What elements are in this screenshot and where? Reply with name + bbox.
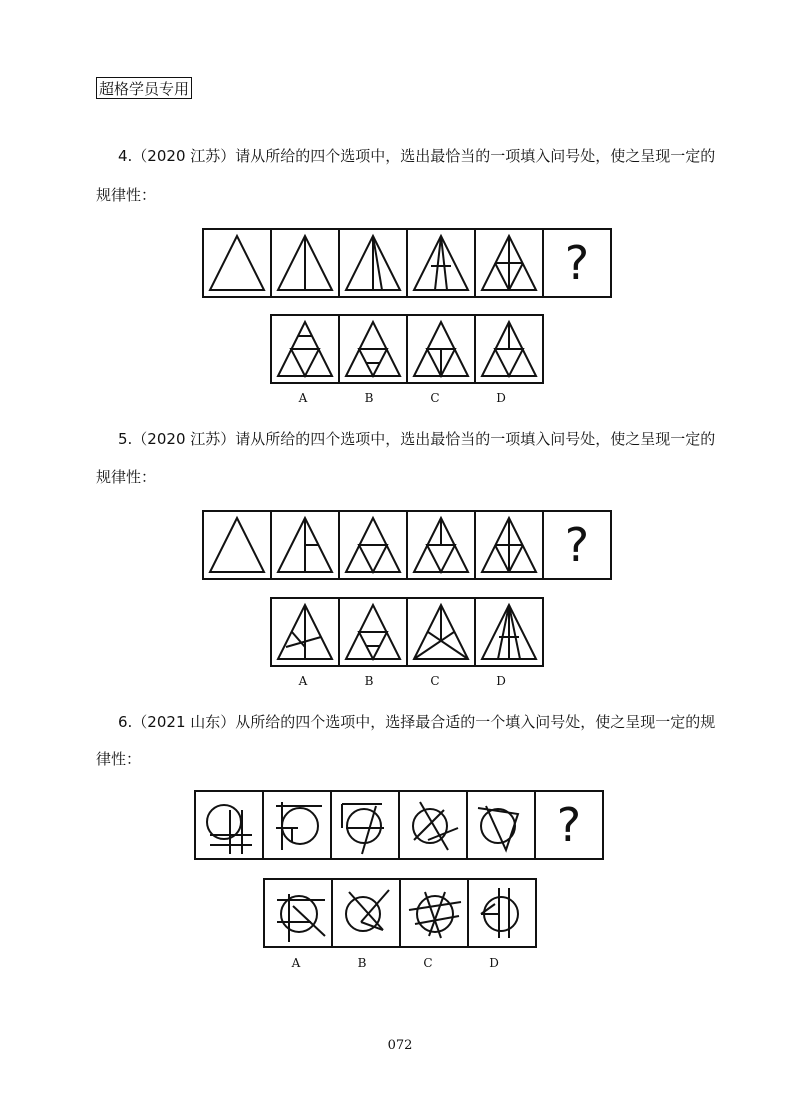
q5-stem-figure-1 [202,510,272,580]
q4-question-mark: ? [542,228,612,298]
q4-option-d-figure[interactable] [474,314,544,384]
question-5-options-row [270,597,544,667]
question-5-stem-row [202,510,612,580]
q5-option-d-figure[interactable] [474,597,544,667]
q6-option-a-label[interactable]: A [291,956,301,970]
q5-option-a-figure[interactable] [270,597,340,667]
q6-stem-figure-2 [262,790,332,860]
q4-option-d-label[interactable]: D [496,391,506,405]
question-5-text-line1: 5.（2020 江苏）请从所给的四个选项中，选出最恰当的一项填入问号处，使之呈现一定的 [118,430,716,448]
q4-stem-figure-2 [270,228,340,298]
q6-stem-figure-5 [466,790,536,860]
q6-option-d-figure[interactable] [467,878,537,948]
question-6-text-line1: 6.（2021 山东）从所给的四个选项中，选择最合适的一个填入问号处，使之呈现一定的规 [118,713,716,731]
q6-stem-figure-4 [398,790,468,860]
q4-option-c-figure[interactable] [406,314,476,384]
q5-option-c-figure[interactable] [406,597,476,667]
question-5-text-line2: 规律性： [96,468,157,486]
question-4-options-row [270,314,544,384]
q5-option-c-label[interactable]: C [430,674,440,688]
q5-question-mark: ? [542,510,612,580]
question-6-option-labels [263,956,527,970]
q4-option-a-label[interactable]: A [298,391,308,405]
q5-stem-figure-2 [270,510,340,580]
q6-question-mark: ? [534,790,604,860]
q6-option-a-figure[interactable] [263,878,333,948]
q6-option-b-figure[interactable] [331,878,401,948]
q4-option-c-label[interactable]: C [430,391,440,405]
question-5-option-labels [270,674,534,688]
q5-stem-figure-5 [474,510,544,580]
question-4-stem-row [202,228,612,298]
q5-option-d-label[interactable]: D [496,674,506,688]
q6-option-c-label[interactable]: C [423,956,433,970]
q6-option-d-label[interactable]: D [489,956,499,970]
question-4-option-labels [270,391,534,405]
q4-option-b-figure[interactable] [338,314,408,384]
q4-stem-figure-5 [474,228,544,298]
question-4-text-line2: 规律性： [96,186,157,204]
q6-stem-figure-3 [330,790,400,860]
question-6-options-row [263,878,537,948]
question-4-text-line1: 4.（2020 江苏）请从所给的四个选项中，选出最恰当的一项填入问号处，使之呈现一定的 [118,147,716,165]
q5-stem-figure-3 [338,510,408,580]
member-only-badge: 超格学员专用 [96,77,192,99]
q5-stem-figure-4 [406,510,476,580]
q6-stem-figure-1 [194,790,264,860]
q6-option-b-label[interactable]: B [357,956,367,970]
q4-option-b-label[interactable]: B [364,391,374,405]
page-number: 072 [387,1038,413,1053]
q4-stem-figure-4 [406,228,476,298]
q5-option-b-figure[interactable] [338,597,408,667]
q6-option-c-figure[interactable] [399,878,469,948]
q4-option-a-figure[interactable] [270,314,340,384]
q5-option-a-label[interactable]: A [298,674,308,688]
question-6-text-line2: 律性： [96,750,142,768]
q4-stem-figure-1 [202,228,272,298]
q4-stem-figure-3 [338,228,408,298]
question-6-stem-row [194,790,604,860]
q5-option-b-label[interactable]: B [364,674,374,688]
